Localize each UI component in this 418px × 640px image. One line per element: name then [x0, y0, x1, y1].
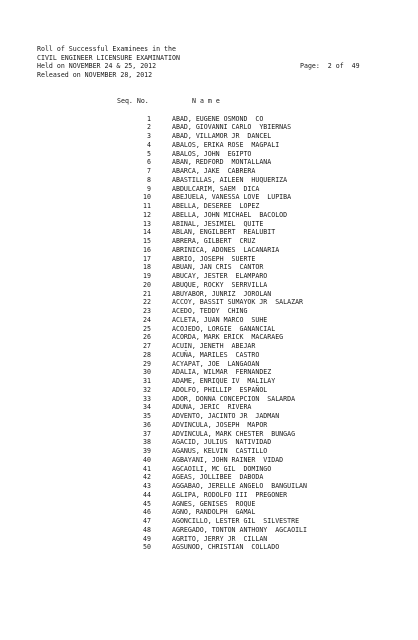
seq-number: 24: [143, 315, 151, 324]
seq-number: 27: [143, 342, 151, 350]
examinee-name: ABRINICA, ADONES LACANARIA: [172, 245, 280, 254]
examinee-name: AGCAOILI, MC GIL DOMINGO: [172, 464, 272, 473]
list-item: [0, 412, 418, 421]
examinee-name: ADOLFO, PHILLIP ESPAÑOL: [172, 385, 268, 394]
examinee-name: AGNES, GENISES ROQUE: [172, 499, 256, 508]
seq-number: 25: [143, 324, 151, 333]
examinee-name: ABINAL, JESIMIEL QUITE: [172, 219, 264, 228]
examinee-name: ACYAPAT, JOE LANGAOAN: [172, 359, 260, 368]
examinee-name: ADUNA, JERIC RIVERA: [172, 403, 252, 412]
examinee-name: AGGABAO, JERELLE ANGELO BANGUILAN: [172, 482, 307, 490]
seq-number: 33: [143, 394, 151, 403]
examinee-name: ADVENTO, JACINTO JR JADMAN: [172, 412, 280, 420]
doc-title: Roll of Successful Examinees in the: [37, 45, 176, 53]
examinee-name: ABALOS, ERIKA ROSE MAGPALI: [172, 140, 280, 149]
seq-number: 49: [143, 534, 151, 543]
seq-number: 48: [143, 525, 151, 534]
list-item: [0, 342, 418, 351]
seq-number: 42: [143, 473, 151, 482]
seq-number: 19: [143, 272, 151, 280]
list-item: [0, 473, 418, 482]
list-item: [0, 333, 418, 342]
seq-number: 40: [143, 455, 151, 464]
examinee-name: ABEJUELA, VANESSA LOVE LUPIBA: [172, 193, 292, 202]
seq-column-header: Seq. No.: [117, 97, 149, 105]
seq-number: 12: [143, 210, 151, 219]
examinee-name: AGREGADO, TONTON ANTHONY AGCAOILI: [172, 525, 307, 534]
seq-number: 8: [147, 175, 151, 184]
list-item: [0, 298, 418, 307]
page-number: Page: 2 of 49: [300, 62, 360, 70]
list-item: [0, 395, 418, 404]
seq-number: 20: [143, 280, 151, 289]
seq-number: 38: [143, 438, 151, 447]
examinee-name: AGONCILLO, LESTER GIL SILVESTRE: [172, 517, 300, 525]
seq-number: 5: [147, 149, 151, 158]
seq-number: 23: [143, 307, 151, 315]
release-date: Released on NOVEMBER 28, 2012: [37, 70, 153, 79]
list-item: [0, 421, 418, 430]
examinee-name: AGACID, JULIUS NATIVIDAD: [172, 438, 272, 447]
list-item: [0, 237, 418, 246]
examinee-name: ABAD, VILLAMOR JR DANCEL: [172, 132, 272, 140]
seq-number: 50: [143, 543, 151, 552]
examinee-name: ABRERA, GILBERT CRUZ: [172, 237, 256, 245]
examinee-name: ABAD, EUGENE OSMOND CO: [172, 114, 264, 123]
examinee-name: ABAN, REDFORD MONTALLANA: [172, 158, 272, 167]
list-item: [0, 220, 418, 229]
seq-number: 10: [143, 193, 151, 202]
list-item: [0, 193, 418, 202]
list-item: [0, 517, 418, 526]
seq-number: 44: [143, 490, 151, 499]
list-item: [0, 526, 418, 535]
list-item: [0, 438, 418, 447]
seq-number: 13: [143, 219, 151, 228]
examinee-name: AGRITO, JERRY JR CILLAN: [172, 534, 268, 543]
exam-date: Held on NOVEMBER 24 & 25, 2012: [37, 62, 157, 70]
seq-number: 3: [147, 132, 151, 140]
examinee-name: ABAD, GIOVANNI CARLO YBIERNAS: [172, 123, 292, 132]
exam-name: CIVIL ENGINEER LICENSURE EXAMINATION: [37, 53, 180, 62]
seq-number: 31: [143, 377, 151, 385]
examinee-name: ADAME, ENRIQUE IV MALILAY: [172, 377, 276, 385]
list-item: [0, 123, 418, 132]
list-item: [0, 211, 418, 220]
list-item: [0, 456, 418, 465]
seq-number: 45: [143, 499, 151, 508]
list-item: [0, 447, 418, 456]
list-item: [0, 246, 418, 255]
list-item: [0, 377, 418, 386]
seq-number: 41: [143, 464, 151, 473]
seq-number: 34: [143, 403, 151, 412]
examinee-name: ACCOY, BASSIT SUMAYOK JR SALAZAR: [172, 298, 304, 307]
seq-number: 28: [143, 350, 151, 359]
examinee-name: AGLIPA, RODOLFO III PREGONER: [172, 490, 288, 499]
seq-number: 17: [143, 254, 151, 263]
examinee-name: ABARCA, JAKE CABRERA: [172, 167, 256, 175]
examinee-name: ABASTILLAS, AILEEN HUQUERIZA: [172, 175, 288, 184]
list-item: [0, 141, 418, 150]
seq-number: 2: [147, 123, 151, 132]
list-item: [0, 272, 418, 281]
examinee-name: ADVINCULA, MARK CHESTER BUNGAG: [172, 429, 296, 438]
examinee-name: ABELLA, DESEREE LOPEZ: [172, 202, 260, 210]
examinee-name: ACUIN, JENETH ABEJAR: [172, 342, 256, 350]
list-item: [0, 158, 418, 167]
list-item: [0, 281, 418, 290]
list-item: [0, 508, 418, 517]
list-item: [0, 325, 418, 334]
examinee-name: AGBAYANI, JOHN RAINER VIDAD: [172, 455, 284, 464]
seq-number: 21: [143, 289, 151, 298]
examinee-name: ACLETA, JUAN MARCO SUHE: [172, 315, 268, 324]
examinee-name: ABLAN, ENGILBERT REALUBIT: [172, 228, 276, 237]
seq-number: 46: [143, 508, 151, 517]
list-item: [0, 185, 418, 194]
seq-number: 22: [143, 298, 151, 307]
examinee-name: ABELLA, JOHN MICHAEL BACOLOD: [172, 210, 288, 219]
examinee-name: ADOR, DONNA CONCEPCION SALARDA: [172, 394, 296, 403]
list-item: [0, 543, 418, 552]
seq-number: 36: [143, 420, 151, 429]
name-column-header: N a m e: [192, 97, 220, 105]
examinee-name: ABUYABOR, JUNRIZ JOROLAN: [172, 289, 272, 298]
examinee-name: ACOJEDO, LORGIE GANANCIAL: [172, 324, 276, 333]
list-item: [0, 202, 418, 211]
list-item: [0, 386, 418, 395]
examinee-name: ABUCAY, JESTER ELAMPARO: [172, 272, 268, 280]
examinee-name: ADALIA, WILMAR FERNANDEZ: [172, 368, 272, 377]
list-item: [0, 465, 418, 474]
list-item: [0, 150, 418, 159]
list-item: [0, 228, 418, 237]
list-item: [0, 316, 418, 325]
examinee-name: ADVINCULA, JOSEPH MAPOR: [172, 420, 268, 429]
list-item: [0, 255, 418, 264]
list-item: [0, 430, 418, 439]
list-item: [0, 351, 418, 360]
seq-number: 18: [143, 263, 151, 272]
examinee-name: ABRIO, JOSEPH SUERTE: [172, 254, 256, 263]
examinee-name: ABALOS, JOHN EGIPTO: [172, 149, 252, 158]
seq-number: 16: [143, 245, 151, 254]
list-item: [0, 290, 418, 299]
list-item: [0, 132, 418, 141]
list-item: [0, 176, 418, 185]
seq-number: 47: [143, 517, 151, 525]
list-item: [0, 500, 418, 509]
examinee-name: ACEDO, TEDDY CHING: [172, 307, 248, 315]
seq-number: 11: [143, 202, 151, 210]
examinee-list: [0, 115, 418, 553]
list-item: [0, 535, 418, 544]
seq-number: 1: [147, 114, 151, 123]
list-item: [0, 368, 418, 377]
list-item: [0, 167, 418, 176]
list-item: [0, 307, 418, 316]
examinee-name: ACUÑA, MARILES CASTRO: [172, 350, 260, 359]
list-item: [0, 491, 418, 500]
seq-number: 30: [143, 368, 151, 377]
seq-number: 4: [147, 140, 151, 149]
examinee-name: ABUAN, JAN CRIS CANTOR: [172, 263, 264, 272]
list-item: [0, 403, 418, 412]
examinee-name: AGNO, RANDOLPH GAMAL: [172, 508, 256, 517]
list-item: [0, 263, 418, 272]
list-item: [0, 482, 418, 491]
seq-number: 7: [147, 167, 151, 175]
seq-number: 35: [143, 412, 151, 420]
examinee-name: ACORDA, MARK ERICK MACARAEG: [172, 333, 284, 342]
seq-number: 32: [143, 385, 151, 394]
examinee-name: AGANUS, KELVIN CASTILLO: [172, 447, 268, 455]
seq-number: 29: [143, 359, 151, 368]
seq-number: 15: [143, 237, 151, 245]
seq-number: 39: [143, 447, 151, 455]
seq-number: 9: [147, 184, 151, 193]
seq-number: 6: [147, 158, 151, 167]
seq-number: 14: [143, 228, 151, 237]
examinee-name: AGSUNOD, CHRISTIAN COLLADO: [172, 543, 280, 552]
examinee-name: ABDULCARIM, SAEM DICA: [172, 184, 260, 193]
examinee-name: ABUQUE, ROCKY SERRVILLA: [172, 280, 268, 289]
examinee-name: AGEAS, JOLLIBEE DABODA: [172, 473, 264, 482]
seq-number: 43: [143, 482, 151, 490]
list-item: [0, 115, 418, 124]
seq-number: 37: [143, 429, 151, 438]
seq-number: 26: [143, 333, 151, 342]
list-item: [0, 360, 418, 369]
